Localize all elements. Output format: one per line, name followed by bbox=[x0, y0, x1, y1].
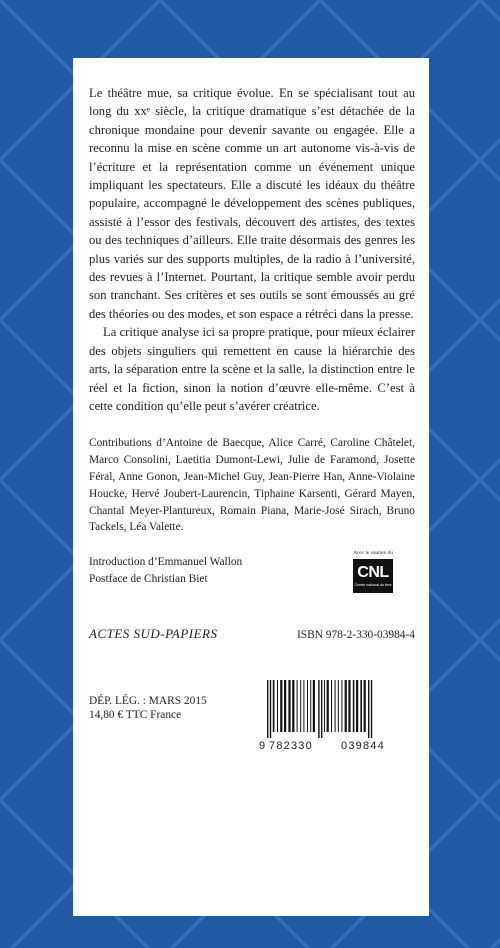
barcode-bar bbox=[338, 680, 339, 732]
pattern-diamond bbox=[0, 320, 80, 480]
legal-block bbox=[89, 694, 415, 753]
pattern-diamond bbox=[0, 640, 80, 800]
pattern-diamond bbox=[480, 880, 500, 948]
barcode-bar bbox=[368, 680, 369, 738]
barcode-bar bbox=[318, 680, 319, 738]
isbn-barcode bbox=[259, 680, 413, 752]
cnl-logo-subtitle: Centre national du livre bbox=[354, 583, 392, 588]
back-cover-text-panel bbox=[73, 58, 429, 916]
barcode-bar bbox=[360, 680, 362, 732]
barcode-bar bbox=[297, 680, 298, 732]
barcode-bar bbox=[335, 680, 336, 732]
blurb bbox=[89, 84, 415, 415]
barcode-group-2: 039844 bbox=[341, 740, 385, 753]
cnl-support-note: Avec le soutien du bbox=[353, 550, 393, 557]
barcode-bar bbox=[313, 680, 315, 732]
cnl-logo bbox=[353, 559, 393, 593]
barcode-group-1: 782330 bbox=[269, 740, 313, 753]
barcode-bar bbox=[331, 680, 332, 732]
barcode-bar bbox=[348, 680, 350, 732]
pattern-diamond bbox=[480, 560, 500, 720]
barcode-bar bbox=[353, 680, 355, 732]
barcode-bar bbox=[303, 680, 304, 732]
pattern-diamond bbox=[480, 400, 500, 560]
barcode-bars bbox=[259, 680, 413, 738]
barcode-bar bbox=[345, 680, 347, 732]
barcode-bar bbox=[341, 680, 342, 732]
barcode-bar bbox=[270, 680, 271, 738]
pattern-diamond bbox=[0, 0, 80, 160]
barcode-bar bbox=[280, 680, 282, 732]
pattern-diamond bbox=[480, 720, 500, 880]
pattern-diamond bbox=[0, 160, 80, 320]
postface-credit: Postface de Christian Biet bbox=[89, 572, 208, 585]
isbn: ISBN 978-2-330-03984-4 bbox=[296, 629, 415, 642]
barcode-bar bbox=[307, 680, 308, 732]
blurb-paragraph-1: Le théâtre mue, sa critique évolue. En se spécialisant tout au long du xxᵉ siècle, la critique dramatique s’est détachée de la chronique mondaine pour devenir savante ou engagée. Elle a reconnu la mise en scène comme un art autonome vis-à-vis de l’écriture et la représentation comme un événement unique impliquant les spectateurs. Elle a discuté les idéaux du théâtre populaire, accompagné le développement des scènes publiques, assisté à l’essor des festivals, découvert des artistes, des textes ou des techniques d’ailleurs. Elle traite désormais des genres les plus variés sur des supports multiples, de la radio à l’université, des revues à l’Internet. Pourtant, la critique semble avoir perdu son tranchant. Ses critères et ses outils se sont émoussés au gré des théories ou des modes, et son espace a rétréci dans la presse. bbox=[89, 86, 415, 321]
barcode-bar bbox=[364, 680, 366, 732]
barcode-bar bbox=[324, 680, 325, 732]
barcode-bar bbox=[321, 680, 322, 738]
barcode-bar bbox=[273, 680, 275, 732]
barcode-bar bbox=[371, 680, 372, 738]
cnl-logo-text: CNL bbox=[357, 564, 389, 582]
barcode-digits bbox=[259, 740, 413, 752]
barcode-bar bbox=[277, 680, 278, 732]
barcode-lead-digit: 9 bbox=[259, 740, 267, 753]
pattern-diamond bbox=[0, 480, 80, 640]
cnl-support bbox=[337, 550, 409, 593]
pattern-diamond bbox=[480, 80, 500, 240]
credits bbox=[89, 550, 415, 612]
barcode-bar bbox=[356, 680, 358, 732]
barcode-bar bbox=[327, 680, 329, 732]
publisher-row bbox=[89, 626, 415, 642]
barcode-bar bbox=[292, 680, 294, 732]
blurb-paragraph-2: La critique analyse ici sa propre pratique, pour mieux éclairer des objets singuliers qui remettent en cause la hiérarchie des arts, la séparation entre la scène et la salle, la distinction entre le réel et la fiction, sinon la notion d’œuvre elle-même. C’est à cette condition qu’elle peut s’avérer créatrice. bbox=[89, 325, 415, 413]
legal-deposit: DÉP. LÉG. : MARS 2015 bbox=[89, 695, 207, 708]
barcode-bar bbox=[310, 680, 311, 732]
barcode-bar bbox=[267, 680, 268, 738]
pattern-diamond bbox=[480, 240, 500, 400]
contributors-list: Contributions d’Antoine de Baecque, Alice Carré, Caroline Châtelet, Marco Consolini, Laetitia Dumont-Lewi, Julie de Faramond, Josette Féral, Anne Gonon, Jean-Michel Guy, Jean-Pierre Han, Anne-Violaine Houcke, Hervé Joubert-Laurencin, Tiphaine Karsenti, Gérard Mayen, Chantal Meyer-Plantureux, Romain Piana, Marie-José Sirach, Bruno Tackels, Léa Valette. bbox=[89, 437, 415, 534]
pattern-diamond bbox=[0, 800, 80, 948]
publisher-name: ACTES SUD-PAPIERS bbox=[89, 626, 218, 642]
barcode-bar bbox=[288, 680, 290, 732]
price: 14,80 € TTC France bbox=[89, 709, 182, 722]
barcode-bar bbox=[284, 680, 286, 732]
barcode-bar bbox=[300, 680, 301, 732]
introduction-credit: Introduction d’Emmanuel Wallon bbox=[89, 556, 243, 569]
